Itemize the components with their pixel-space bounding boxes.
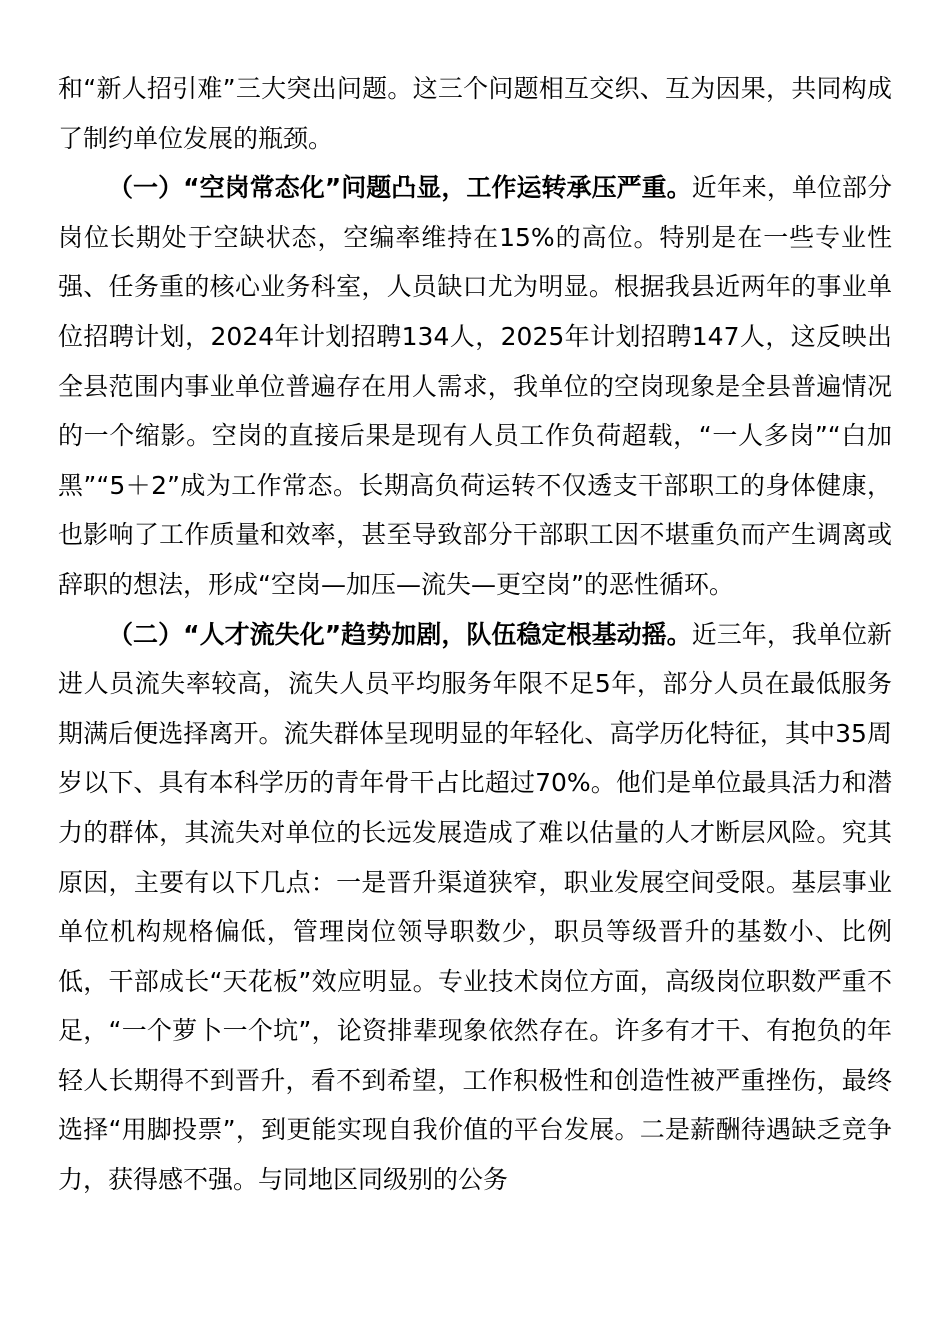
section-1-body: 近年来，单位部分岗位长期处于空缺状态，空编率维持在15%的高位。特别是在一些专业性强、任务重的核心业务科室，人员缺口尤为明显。根据我县近两年的事业单位招聘计划，2024年计划招聘134人，2025年计划招聘147人，这反映出全县范围内事业单位普遍存在用人需求，我单位的空岗现象是全县普遍情况的一个缩影。空岗的直接后果是现有人员工作负荷超载，“一人多岗”“白加黑”“5＋2”成为工作常态。长期高负荷运转不仅透支干部职工的身体健康，也影响了工作质量和效率，甚至导致部分干部职工因不堪重负而产生调离或辞职的想法，形成“空岗—加压—流失—更空岗”的恶性循环。 xyxy=(58,173,892,599)
section-1-paragraph xyxy=(58,163,892,609)
section-2-heading: （二）“人才流失化”趋势加剧，队伍稳定根基动摇。 xyxy=(108,619,692,649)
document-page xyxy=(58,64,892,1205)
section-2-paragraph xyxy=(58,610,892,1205)
section-2-body: 近三年，我单位新进人员流失率较高，流失人员平均服务年限不足5年，部分人员在最低服务期满后便选择离开。流失群体呈现明显的年轻化、高学历化特征，其中35周岁以下、具有本科学历的青年骨干占比超过70%。他们是单位最具活力和潜力的群体，其流失对单位的长远发展造成了难以估量的人才断层风险。究其原因，主要有以下几点：一是晋升渠道狭窄，职业发展空间受限。基层事业单位机构规格偏低，管理岗位领导职数少，职员等级晋升的基数小、比例低，干部成长“天花板”效应明显。专业技术岗位方面，高级岗位职数严重不足，“一个萝卜一个坑”，论资排辈现象依然存在。许多有才干、有抱负的年轻人长期得不到晋升，看不到希望，工作积极性和创造性被严重挫伤，最终选择“用脚投票”，到更能实现自我价值的平台发展。二是薪酬待遇缺乏竞争力，获得感不强。与同地区同级别的公务 xyxy=(58,619,892,1195)
intro-paragraph: 和“新人招引难”三大突出问题。这三个问题相互交织、互为因果，共同构成了制约单位发展的瓶颈。 xyxy=(58,74,892,153)
section-1-heading: （一）“空岗常态化”问题凸显，工作运转承压严重。 xyxy=(108,173,692,203)
